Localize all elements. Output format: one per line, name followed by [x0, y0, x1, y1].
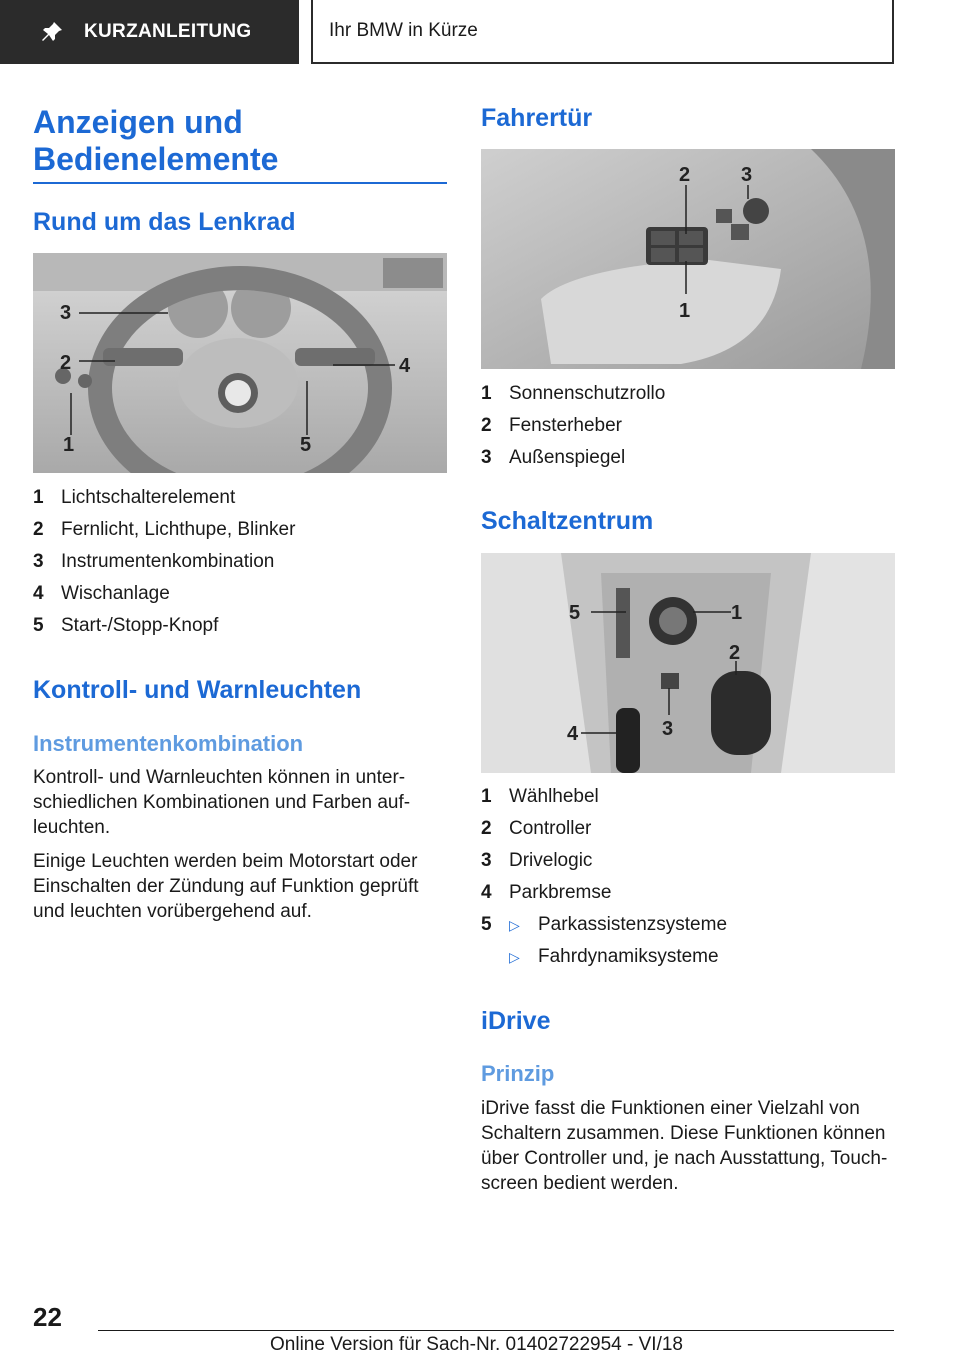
center-callout-1: 1 [731, 602, 743, 624]
center-callout-3: 3 [662, 718, 674, 740]
chapter-title-line1: Anzeigen und [33, 104, 243, 140]
list-item: ▷ Fahrdynamiksysteme [509, 946, 719, 967]
warning-paragraph-2: Einige Leuchten werden beim Motorstart oder Einschalten der Zündung auf Funktion geprüft und leuchten vorübergehend auf. [33, 851, 419, 922]
section-label: KURZANLEITUNG [84, 21, 252, 42]
bullet-triangle-icon: ▷ [509, 948, 520, 965]
warning-heading: Kontroll- und Warnleuchten [33, 676, 362, 704]
center-heading: Schaltzentrum [481, 507, 654, 535]
list-item: 3 Außenspiegel [481, 447, 626, 468]
page-title: Ihr BMW in Kürze [329, 20, 478, 41]
center-callout-5: 5 [569, 602, 581, 624]
warning-paragraph-1: Kontroll- und Warnleuchten können in unter- schiedlichen Kombinationen und Farben auf- leuchten. [33, 767, 411, 838]
steering-heading: Rund um das Lenkrad [33, 208, 296, 236]
idrive-heading: iDrive [481, 1007, 551, 1035]
page-header [311, 0, 894, 64]
steering-callout-4: 4 [399, 355, 411, 377]
list-item: 1 Sonnenschutzrollo [481, 383, 666, 404]
steering-callout-5: 5 [300, 434, 312, 456]
list-item: 2 Fernlicht, Lichthupe, Blinker [33, 519, 296, 540]
chapter-title-line2: Bedienelemente [33, 141, 279, 177]
door-callout-2: 2 [679, 164, 691, 186]
center-console-photo [481, 553, 895, 773]
steering-callout-2: 2 [60, 352, 72, 374]
list-item: 1 Lichtschalterelement [33, 487, 236, 508]
idrive-paragraph: iDrive fasst die Funktionen einer Vielzahl von Schaltern zusammen. Diese Funktionen können über Controller und, je nach Ausstattung, Touch- screen bedient werden. [481, 1098, 888, 1194]
list-item: 4 Wischanlage [33, 583, 170, 604]
list-item: 3 Instrumentenkombination [33, 551, 275, 572]
principle-subheading: Prinzip [481, 1061, 555, 1086]
driver-door-photo [481, 149, 895, 369]
chapter-title [33, 104, 278, 178]
center-callout-4: 4 [567, 723, 579, 745]
steering-wheel-photo [33, 253, 447, 473]
steering-callout-3: 3 [60, 302, 72, 324]
bullet-triangle-icon: ▷ [509, 916, 520, 933]
pin-icon [40, 20, 64, 44]
list-item: 5 Start-/Stopp-Knopf [33, 615, 219, 636]
page-number: 22 [33, 1302, 62, 1332]
steering-callout-1: 1 [63, 434, 75, 456]
list-item: 2 Controller [481, 818, 592, 839]
instrument-subheading: Instrumentenkombination [33, 731, 304, 756]
steering-legend [33, 482, 447, 642]
list-item: 5 ▷ Parkassistenzsysteme [481, 914, 728, 935]
list-item: 4 Parkbremse [481, 882, 612, 903]
door-callout-3: 3 [741, 164, 753, 186]
list-item: 2 Fensterheber [481, 415, 623, 436]
list-item: 3 Drivelogic [481, 850, 593, 871]
list-item: 1 Wählhebel [481, 786, 599, 807]
center-callout-2: 2 [729, 642, 741, 664]
door-heading: Fahrertür [481, 104, 593, 132]
title-divider [33, 182, 447, 184]
center-legend [481, 781, 895, 973]
door-legend [481, 378, 895, 474]
footer-divider [98, 1330, 894, 1331]
door-callout-1: 1 [679, 300, 691, 322]
section-tab[interactable] [0, 0, 299, 64]
online-version-note: Online Version für Sach-Nr. 01402722954 - VI/18 [270, 1334, 683, 1355]
